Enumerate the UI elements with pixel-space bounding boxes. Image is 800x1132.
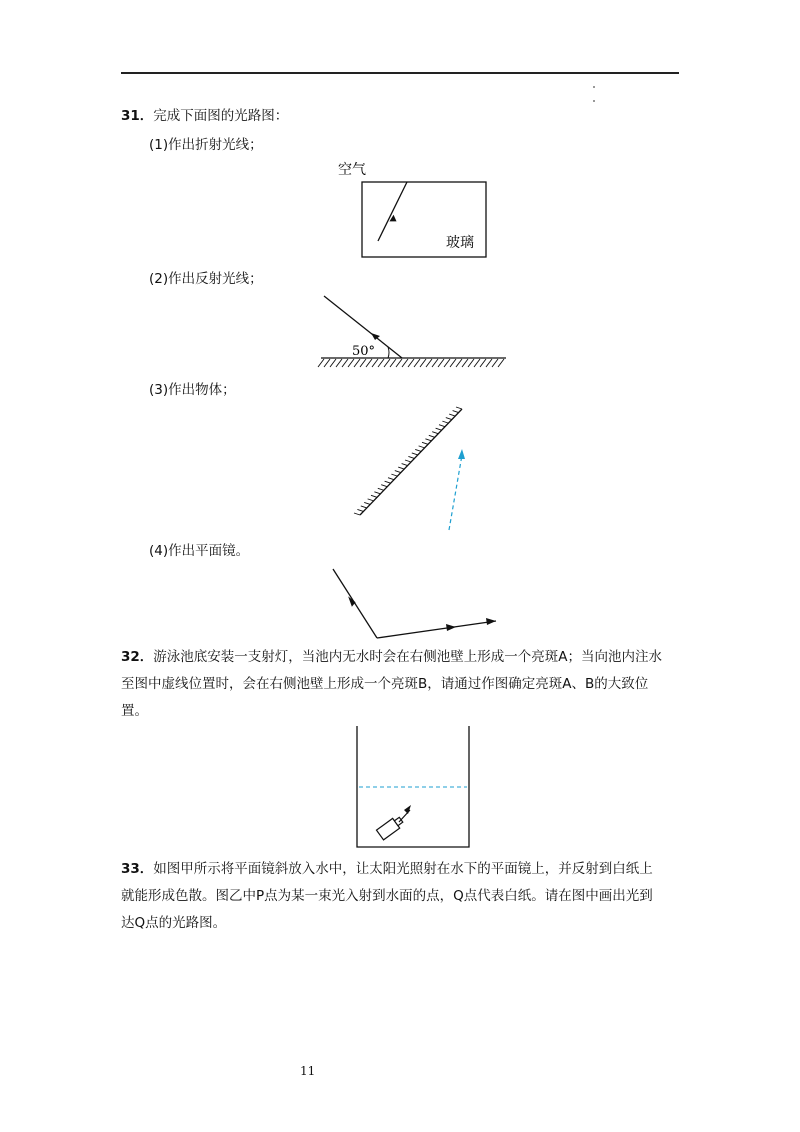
question-number: 33．: [121, 861, 154, 877]
pool-figure: [350, 725, 480, 853]
find-mirror-figure: [326, 564, 501, 644]
angle-arc: [388, 347, 389, 358]
dashed-reflected-ray: [449, 455, 462, 530]
spotlight: [376, 815, 404, 840]
part-1-label: (1)作出折射光线；: [149, 137, 263, 153]
air-label: 空气: [338, 162, 366, 178]
scan-dot: [593, 100, 595, 102]
question-text: 如图甲所示将平面镜斜放入水中，让太阳光照射在水下的平面镜上，并反射到白纸上就能形成色散。图乙中P点为某一束光入射到水面的点，Q点代表白纸。请在图中画出光到达Q点的光路图。: [121, 861, 653, 931]
mirror-object-figure: [352, 403, 477, 533]
refraction-figure: [330, 158, 500, 263]
question-number: 32．: [121, 649, 154, 665]
reflected-arrow-mid: [446, 624, 456, 631]
scan-dot: [593, 86, 595, 88]
page-number: 11: [300, 1064, 316, 1078]
light-ray-arrow: [404, 805, 411, 814]
mirror-hatching: [318, 359, 504, 367]
dashed-ray-arrow: [458, 449, 465, 459]
question-text: 游泳池底安装一支射灯，当池内无水时会在右侧池壁上形成一个亮斑A；当向池内注水至图中虚线位置时，会在右侧池壁上形成一个亮斑B，请通过作图确定亮斑A、B的大致位置。: [121, 649, 663, 719]
question-31-header: [121, 107, 288, 125]
reflected-arrow-end: [486, 618, 496, 625]
mirror-hatching: [354, 407, 462, 515]
part-3-label: (3)作出物体；: [149, 382, 236, 398]
reflected-ray: [377, 621, 496, 638]
angle-label: 50°: [352, 344, 376, 359]
glass-label: 玻璃: [446, 235, 474, 251]
reflection-figure: [318, 290, 513, 372]
part-4-label: (4)作出平面镜。: [149, 543, 250, 559]
incident-ray: [333, 569, 377, 638]
part-2-label: (2)作出反射光线；: [149, 271, 263, 287]
incident-ray: [378, 182, 407, 241]
question-32: [121, 644, 666, 725]
header-rule: [121, 72, 679, 74]
question-33: [121, 856, 666, 937]
question-number: 31．: [121, 108, 154, 124]
question-prompt: 完成下面图的光路图：: [153, 108, 289, 124]
